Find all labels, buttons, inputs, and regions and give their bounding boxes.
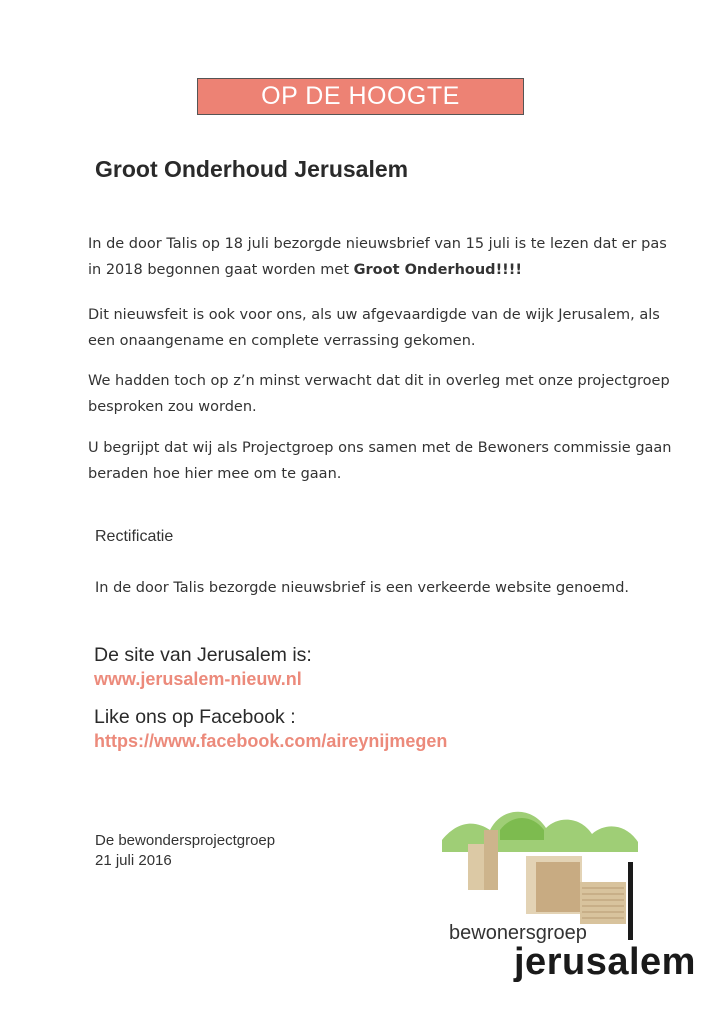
signature-date: 21 juli 2016: [95, 852, 172, 869]
site-link[interactable]: www.jerusalem-nieuw.nl: [94, 669, 302, 689]
logo-tower: [628, 862, 633, 940]
logo-text-line1: bewonersgroep: [449, 922, 587, 944]
logo-building-1: [468, 844, 484, 890]
page-title: Groot Onderhoud Jerusalem: [95, 156, 409, 182]
paragraph-4: U begrijpt dat wij als Projectgroep ons samen met de Bewoners commissie gaan beraden hoe hier mee om te gaan.: [88, 440, 672, 482]
banner-text: OP DE HOOGTE: [261, 82, 460, 110]
paragraph-2: Dit nieuwsfeit is ook voor ons, als uw afgevaardigde van de wijk Jerusalem, als een onaangename en complete verrassing gekomen.: [88, 307, 660, 349]
header-banner: [197, 78, 524, 115]
paragraph-1-bold: Groot Onderhoud!!!!: [353, 262, 523, 278]
rectification-heading: Rectificatie: [95, 528, 174, 545]
paragraph-1: [88, 231, 678, 283]
facebook-label: Like ons op Facebook :: [94, 706, 296, 728]
logo-text-line2: jerusalem: [514, 941, 696, 983]
site-label: De site van Jerusalem is:: [94, 644, 312, 666]
paragraph-3: We hadden toch op z’n minst verwacht dat dit in overleg met onze projectgroep besproken zou worden.: [88, 373, 670, 415]
paragraph-1-text: In de door Talis op 18 juli bezorgde nieuwsbrief van 15 juli is te lezen dat er pas in 2018 begonnen gaat worden met: [88, 236, 667, 278]
facebook-link[interactable]: https://www.facebook.com/aireynijmegen: [94, 731, 448, 751]
rectification-text: In de door Talis bezorgde nieuwsbrief is een verkeerde website genoemd.: [95, 580, 630, 596]
signature-group: De bewondersprojectgroep: [95, 832, 276, 849]
